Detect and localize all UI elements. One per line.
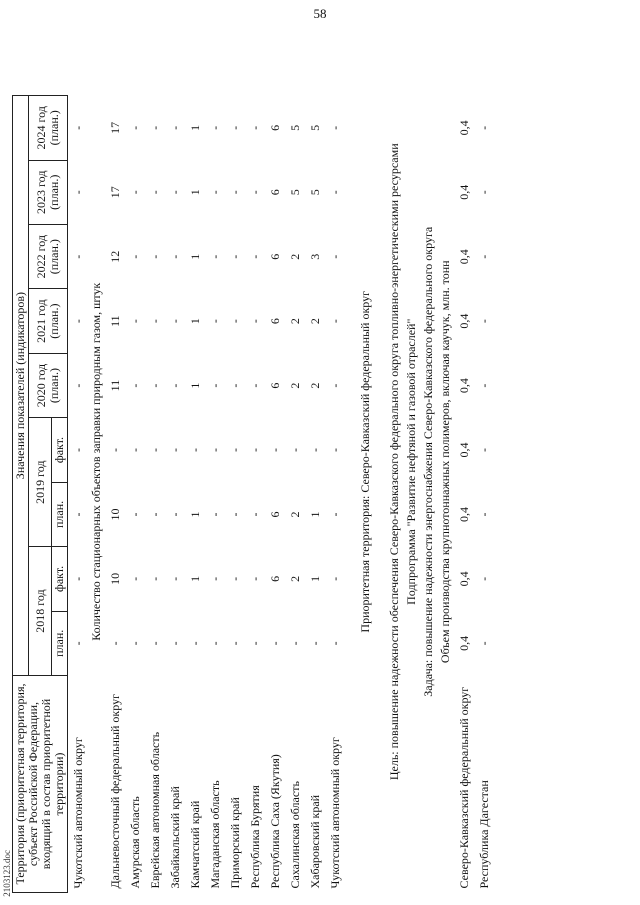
value-cell: - bbox=[207, 512, 222, 517]
value-cell: - bbox=[147, 383, 162, 388]
value-cell: 1 bbox=[187, 189, 202, 196]
value-cell: - bbox=[147, 641, 162, 646]
value-cell: 6 bbox=[267, 124, 282, 131]
value-cell: - bbox=[247, 319, 262, 324]
empty-cell bbox=[165, 31, 185, 96]
value-cell: - bbox=[327, 190, 342, 195]
section-heading: Объем производства крупнотоннажных полимеров, включая каучук, млн. тонн bbox=[438, 260, 452, 664]
value-cell: - bbox=[476, 641, 491, 646]
value-cell: - bbox=[147, 125, 162, 130]
value-cell: - bbox=[476, 254, 491, 259]
value-cell: - bbox=[187, 641, 202, 646]
value-cell: - bbox=[476, 448, 491, 452]
value-cell: - bbox=[287, 641, 302, 646]
value-cell: 1 bbox=[187, 575, 202, 582]
table-row bbox=[185, 31, 205, 893]
section-row bbox=[403, 31, 420, 893]
value-cell: 2 bbox=[287, 575, 302, 582]
spacer-row bbox=[374, 31, 386, 893]
value-cell: - bbox=[207, 190, 222, 195]
value-cell: - bbox=[227, 319, 242, 324]
empty-cell bbox=[125, 31, 145, 96]
value-cell: - bbox=[476, 512, 491, 517]
value-cell: 1 bbox=[307, 575, 322, 582]
value-cell: - bbox=[327, 641, 342, 646]
value-cell: - bbox=[127, 576, 142, 581]
value-cell: - bbox=[207, 319, 222, 324]
value-cell: 2 bbox=[307, 382, 322, 389]
value-cell: 6 bbox=[267, 575, 282, 582]
value-cell: 11 bbox=[107, 315, 122, 327]
value-cell: 0,4 bbox=[456, 313, 471, 329]
value-cell: - bbox=[147, 319, 162, 324]
value-cell: - bbox=[127, 383, 142, 388]
value-cell: 1 bbox=[187, 124, 202, 131]
plan-2019-header: план. bbox=[52, 482, 68, 546]
value-cell: - bbox=[267, 448, 282, 452]
year-2021-header: 2021 год (план.) bbox=[29, 289, 68, 353]
table-row bbox=[305, 31, 325, 893]
rotated-page-content bbox=[12, 31, 632, 893]
value-cell: - bbox=[247, 125, 262, 130]
table-row bbox=[205, 31, 225, 893]
value-cell: - bbox=[167, 254, 182, 259]
value-cell: 0,4 bbox=[456, 571, 471, 587]
section-row bbox=[88, 31, 105, 893]
value-cell: 2 bbox=[307, 318, 322, 325]
value-cell: - bbox=[147, 576, 162, 581]
section-heading: Задача: повышение надежности энергоснабжения Северо-Кавказского федерального округа bbox=[421, 226, 435, 697]
value-cell: 3 bbox=[307, 253, 322, 260]
year-2022-header: 2022 год (план.) bbox=[29, 224, 68, 288]
value-cell: - bbox=[327, 512, 342, 517]
table-row bbox=[325, 31, 345, 893]
value-cell: 10 bbox=[107, 508, 122, 521]
value-cell: 6 bbox=[267, 253, 282, 260]
value-cell: - bbox=[227, 254, 242, 259]
value-cell: - bbox=[476, 125, 491, 130]
value-cell: 1 bbox=[187, 318, 202, 325]
value-cell: - bbox=[327, 319, 342, 324]
empty-cell bbox=[305, 31, 325, 96]
value-cell: - bbox=[127, 448, 142, 452]
value-cell: - bbox=[227, 125, 242, 130]
value-cell: - bbox=[476, 319, 491, 324]
empty-cell bbox=[105, 31, 125, 96]
value-cell: - bbox=[207, 383, 222, 388]
value-cell: - bbox=[127, 190, 142, 195]
value-cell: 0,4 bbox=[456, 120, 471, 136]
value-cell: - bbox=[167, 641, 182, 646]
section-heading: Приоритетная территория: Северо-Кавказский федеральный округ bbox=[358, 290, 372, 633]
table-row bbox=[125, 31, 145, 893]
territory-name: Республика Саха (Якутия) bbox=[267, 754, 282, 889]
empty-cell bbox=[325, 31, 345, 96]
table-row bbox=[145, 31, 165, 893]
value-cell: - bbox=[307, 641, 322, 646]
section-row bbox=[386, 31, 403, 893]
empty-cell bbox=[68, 31, 89, 96]
value-cell: 11 bbox=[107, 379, 122, 392]
value-cell: - bbox=[247, 576, 262, 581]
value-cell: - bbox=[247, 383, 262, 388]
value-cell: - bbox=[167, 512, 182, 517]
table-row bbox=[245, 31, 265, 893]
table-row bbox=[225, 31, 245, 893]
value-cell: - bbox=[127, 319, 142, 324]
value-cell: - bbox=[147, 254, 162, 259]
value-cell: - bbox=[70, 383, 85, 388]
table-row bbox=[474, 31, 494, 893]
section-heading: Подпрограмма "Развитие нефтяной и газовой отраслей" bbox=[404, 318, 418, 605]
value-cell: 0,4 bbox=[456, 635, 471, 651]
value-cell: - bbox=[167, 448, 182, 452]
value-cell: - bbox=[307, 448, 322, 452]
value-cell: - bbox=[247, 254, 262, 259]
value-cell: - bbox=[247, 190, 262, 195]
value-cell: - bbox=[327, 254, 342, 259]
value-cell: - bbox=[107, 641, 122, 646]
table-row bbox=[454, 31, 474, 893]
spacer-row bbox=[345, 31, 357, 893]
value-cell: - bbox=[247, 512, 262, 517]
value-cell: 5 bbox=[307, 124, 322, 131]
value-cell: - bbox=[476, 190, 491, 195]
territory-name: Республика Бурятия bbox=[247, 785, 262, 889]
value-cell: - bbox=[327, 383, 342, 388]
territory-name: Забайкальский край bbox=[167, 786, 182, 889]
value-cell: - bbox=[247, 641, 262, 646]
value-cell: 0,4 bbox=[456, 442, 471, 458]
value-cell: - bbox=[327, 576, 342, 581]
value-cell: - bbox=[147, 512, 162, 517]
value-cell: - bbox=[187, 448, 202, 452]
value-cell: 12 bbox=[107, 250, 122, 263]
value-cell: - bbox=[70, 254, 85, 259]
table-row bbox=[68, 31, 89, 893]
plan-2018-header: план. bbox=[52, 611, 68, 675]
territory-name: Амурская область bbox=[127, 796, 142, 889]
year-2023-header: 2023 год (план.) bbox=[29, 160, 68, 224]
value-cell: 2 bbox=[287, 253, 302, 260]
value-cell: 6 bbox=[267, 382, 282, 389]
table-row bbox=[265, 31, 285, 893]
document-id: 2103123.doc bbox=[2, 850, 12, 897]
territory-name: Сахалинская область bbox=[287, 781, 302, 889]
value-cell: - bbox=[70, 512, 85, 517]
table-row bbox=[285, 31, 305, 893]
section-row bbox=[357, 31, 374, 893]
table-row bbox=[105, 31, 125, 893]
value-cell: 17 bbox=[107, 186, 122, 199]
value-cell: 0,4 bbox=[456, 184, 471, 200]
value-cell: - bbox=[327, 448, 342, 452]
value-cell: - bbox=[207, 125, 222, 130]
value-cell: 5 bbox=[287, 124, 302, 131]
value-cell: - bbox=[167, 190, 182, 195]
value-cell: - bbox=[227, 576, 242, 581]
value-cell: 1 bbox=[307, 511, 322, 518]
value-cell: - bbox=[227, 383, 242, 388]
value-cell: - bbox=[247, 448, 262, 452]
value-cell: - bbox=[207, 448, 222, 452]
value-cell: - bbox=[107, 448, 122, 452]
territory-name: Северо-Кавказский федеральный округ bbox=[456, 686, 471, 889]
table-body bbox=[68, 31, 495, 893]
value-cell: 5 bbox=[287, 189, 302, 196]
value-cell: - bbox=[207, 254, 222, 259]
territory-name: Дальневосточный федеральный округ bbox=[107, 693, 122, 889]
value-cell: - bbox=[267, 641, 282, 646]
empty-cell bbox=[285, 31, 305, 96]
value-cell: - bbox=[147, 190, 162, 195]
fact-2018-header: факт. bbox=[52, 547, 68, 611]
value-cell: 5 bbox=[307, 189, 322, 196]
territory-name: Еврейская автономная область bbox=[147, 731, 162, 889]
territory-name: Республика Дагестан bbox=[476, 780, 491, 889]
value-cell: - bbox=[70, 448, 85, 452]
value-cell: 1 bbox=[187, 382, 202, 389]
empty-cell bbox=[225, 31, 245, 96]
value-cell: 2 bbox=[287, 318, 302, 325]
section-heading: Цель: повышение надежности обеспечения Северо-Кавказского федерального округа топливно-энергетическими ресурсами bbox=[387, 143, 401, 781]
year-2018-header: 2018 год bbox=[29, 547, 52, 676]
empty-cell bbox=[205, 31, 225, 96]
value-cell: - bbox=[227, 512, 242, 517]
value-cell: - bbox=[70, 125, 85, 130]
table-row bbox=[165, 31, 185, 893]
territory-name: Магаданская область bbox=[207, 780, 222, 889]
empty-cell bbox=[245, 31, 265, 96]
value-cell: - bbox=[70, 576, 85, 581]
value-cell: - bbox=[287, 448, 302, 452]
section-row bbox=[420, 31, 437, 893]
year-2020-header: 2020 год (план.) bbox=[29, 353, 68, 417]
value-cell: - bbox=[227, 190, 242, 195]
value-cell: - bbox=[207, 576, 222, 581]
year-2024-header: 2024 год (план.) bbox=[29, 96, 68, 160]
value-cell: - bbox=[70, 190, 85, 195]
value-cell: - bbox=[147, 448, 162, 452]
territory-header: Территория (приоритетная территория, субъект Российской Федерации, входящий в состав приоритетной территории) bbox=[13, 676, 68, 893]
empty-cell bbox=[474, 31, 494, 96]
value-cell: - bbox=[207, 641, 222, 646]
value-cell: - bbox=[167, 125, 182, 130]
territory-name: Приморский край bbox=[227, 797, 242, 889]
value-cell: 0,4 bbox=[456, 506, 471, 522]
value-cell: 10 bbox=[107, 572, 122, 585]
territory-name: Камчатский край bbox=[187, 800, 202, 889]
value-cell: - bbox=[127, 254, 142, 259]
value-cell: - bbox=[70, 641, 85, 646]
year-2019-header: 2019 год bbox=[29, 418, 52, 547]
empty-cell bbox=[185, 31, 205, 96]
value-cell: 0,4 bbox=[456, 378, 471, 394]
territory-name: Хабаровский край bbox=[307, 794, 322, 889]
empty-cell bbox=[265, 31, 285, 96]
empty-cell bbox=[145, 31, 165, 96]
indicators-table bbox=[12, 31, 494, 893]
territory-name: Чукотский автономный округ bbox=[327, 737, 342, 889]
value-cell: - bbox=[476, 576, 491, 581]
value-cell: - bbox=[167, 383, 182, 388]
section-row bbox=[437, 31, 454, 893]
indicators-header: Значения показателей (индикаторов) bbox=[13, 96, 29, 676]
value-cell: 6 bbox=[267, 318, 282, 325]
value-cell: - bbox=[167, 319, 182, 324]
value-cell: - bbox=[167, 576, 182, 581]
value-cell: 1 bbox=[187, 511, 202, 518]
value-cell: 1 bbox=[187, 253, 202, 260]
value-cell: - bbox=[127, 512, 142, 517]
value-cell: 0,4 bbox=[456, 249, 471, 265]
value-cell: - bbox=[476, 383, 491, 388]
value-cell: - bbox=[127, 641, 142, 646]
territory-name: Чукотский автономный округ bbox=[70, 737, 85, 889]
empty-cell bbox=[454, 31, 474, 96]
value-cell: - bbox=[127, 125, 142, 130]
page-number: 58 bbox=[313, 6, 327, 21]
section-heading: Количество стационарных объектов заправки природным газом, штук bbox=[89, 282, 103, 641]
value-cell: - bbox=[227, 641, 242, 646]
value-cell: - bbox=[227, 448, 242, 452]
value-cell: 2 bbox=[287, 382, 302, 389]
fact-2019-header: факт. bbox=[52, 418, 68, 482]
value-cell: 6 bbox=[267, 511, 282, 518]
value-cell: 17 bbox=[107, 121, 122, 134]
value-cell: 2 bbox=[287, 511, 302, 518]
value-cell: 6 bbox=[267, 189, 282, 196]
value-cell: - bbox=[327, 125, 342, 130]
value-cell: - bbox=[70, 319, 85, 324]
